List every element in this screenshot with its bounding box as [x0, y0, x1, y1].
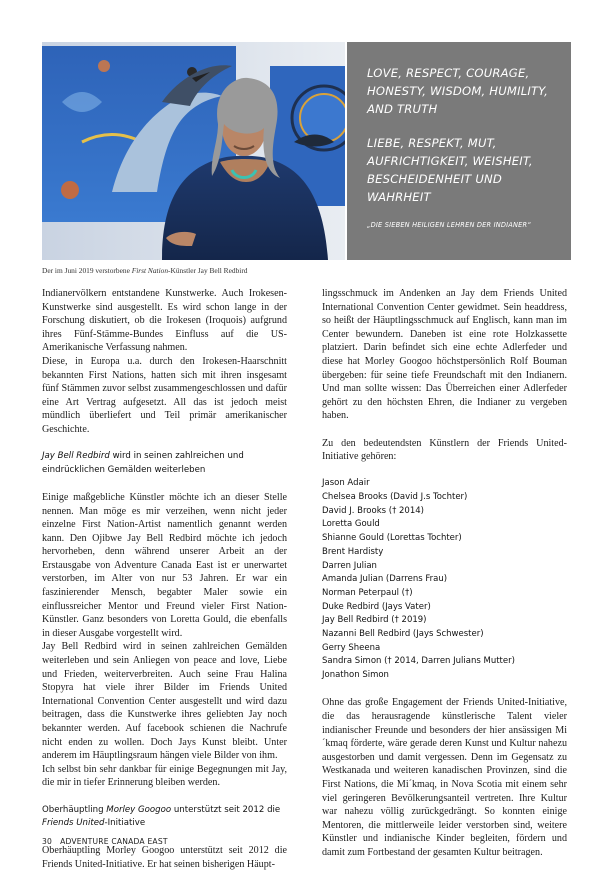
quote-panel [347, 42, 571, 260]
subheading-redbird [42, 450, 287, 477]
artist-list-item: Darren Julian [322, 560, 377, 571]
quote-line-en-3: AND TRUTH [367, 102, 438, 116]
artist-list-item: Sandra Simon († 2014, Darren Julians Mutter) [322, 656, 515, 667]
quote-line-en-1: LOVE, RESPECT, COURAGE, [367, 66, 530, 80]
artist-list [322, 477, 567, 683]
right-paragraph-3: Ohne das große Engagement der Friends United-Initiative, die das herausragende künstlerische Talent vieler indianischer Freunde und besonders der hier ansässigen Mi´kmaq förderte, wäre gerade deren Kunst und Kultur nahezu ausgestorben und damit vergessen. Denn im Gegensatz zu Westkanada und weiteren kanadischen Provinzen, sind die First Nations, die Mi´kmaq, in Nova Scotia mit einem sehr viel geringeren Bevölkerungsanteil vertreten. Ihre Kultur war nahezu völlig zurückgedrängt. So konnten einige Mentoren, die mittlerweile leider verstorben sind, weitere Künstler und indianische Kinder begleiten, fördern und damit zum Fortbestand der gesamten Kultur beitragen. [322, 697, 567, 858]
quote-line-de-2: AUFRICHTIGKEIT, WEISHEIT, [367, 154, 533, 168]
artist-list-item: David J. Brooks († 2014) [322, 505, 424, 516]
artist-list-item: Shianne Gould (Lorettas Tochter) [322, 533, 462, 544]
subheading-googoo-1: Oberhäuptling [42, 804, 107, 815]
right-paragraph-1: lingsschmuck im Andenken an Jay dem Friends United International Convention Center gewidmet. Sein headdress, so heißt der Häuptlingsschmuck auf Englisch, kann man im Center bewundern. Daneben ist eine rote Holzkassette platziert. Darin befindet sich eine echte Adlerfeder und diese hat Morley Googoo höchstpersönlich Rolf Bouman übergeben: für seine tiefe Freundschaft mit den Indianern. Und man sollte wissen: Das Überreichen einer Adlerfeder gehört zu den höchsten Ehren, die Indianer zu vergeben haben. [322, 288, 567, 422]
artist-list-item: Nazanni Bell Redbird (Jays Schwester) [322, 629, 484, 640]
left-paragraph-2: Diese, in Europa u.a. durch den Irokesen-Haarschnitt bekannten First Nations, hatten sich mit ihren insgesamt fünf Stämmen zuvor selbst zusammengeschlossen und dafür eine Art Vertrag aufgesetzt. All das ist jedoch meist mündlich überliefert und Teil primär amerikanischer Geschichte. [42, 355, 287, 435]
left-paragraph-4: Jay Bell Redbird wird in seinen zahlreichen Gemälden weiterleben und sein Anliegen von peace and love, Liebe und Frieden, weiterverbreiten. Auch seine Frau Halina Stopyra hat viele ihrer Bilder im Friends United International Convention Center ausgestellt und wird dazu beitragen, dass die Kunstwerke ihres geliebten Jay noch bekannter werden. Auf facebook schienen die Nachrufe nicht enden zu wollen. Doch Jays Kunst bleibt. Unter anderem im Häuptlingsraum hängen viele Bilder von ihm. [42, 641, 287, 762]
subheading-redbird-name: Jay Bell Redbird [42, 451, 110, 462]
artist-list-item: Jason Adair [322, 478, 370, 489]
caption-text-3: -Künstler Jay Bell Redbird [168, 266, 248, 275]
left-paragraph-3: Einige maßgebliche Künstler möchte ich an dieser Stelle nennen. Man möge es mir verzeihen, wenn nicht jeder einzelne First Nation-Artist namentlich genannt werden kann. Den Ojibwe Jay Bell Redbird möchte ich jedoch hervorheben, denn während unserer Arbeit an der Erstausgabe von Adventure Canada East ist er unerwartet verstorben, im Alter von nur 53 Jahren. Er war ein faszinierender Mensch, begabter Maler sowie ein einflussreicher Mentor und Freund vieler First Nation-Künstler. Ganz besonders von Loretta Gould, die ebenfalls in dieser Ausgabe vorgestellt wird. [42, 491, 287, 639]
magazine-title: ADVENTURE CANADA EAST [60, 837, 168, 846]
subheading-redbird-rest: wird in seinen zahlreichen und eindrücklichen Gemälden weiterleben [42, 451, 244, 475]
quote-line-de-3: BESCHEIDENHEIT UND [367, 172, 503, 186]
artist-list-item: Gerry Sheena [322, 642, 381, 653]
quote-german [367, 134, 557, 206]
quote-line-de-1: LIEBE, RESPEKT, MUT, [367, 136, 497, 150]
artist-list-item: Loretta Gould [322, 519, 380, 530]
page-footer [42, 837, 168, 846]
subheading-googoo-3: unterstützt seit 2012 die [171, 804, 281, 815]
quote-line-de-4: WAHRHEIT [367, 190, 431, 204]
artist-list-item: Chelsea Brooks (David J.s Tochter) [322, 492, 468, 503]
artist-photo [42, 42, 345, 260]
caption-text-1: Der im Juni 2019 verstorbene [42, 266, 132, 275]
right-column [322, 287, 567, 860]
left-column [42, 287, 287, 872]
artist-list-item: Jonathon Simon [322, 670, 389, 681]
artist-list-item: Amanda Julian (Darrens Frau) [322, 574, 448, 585]
artist-list-item: Duke Redbird (Jays Vater) [322, 601, 431, 612]
quote-line-en-2: HONESTY, WISDOM, HUMILITY, [367, 84, 548, 98]
left-paragraph-5: Ich selbst bin sehr dankbar für einige Begegnungen mit Jay, die mir in tiefer Erinnerung bleiben werden. [42, 763, 287, 789]
left-paragraph-1: Indianervölkern entstandene Kunstwerke. Auch Irokesen-Kunstwerke sind ausgestellt. Es wird schon lange in der Forschung diskutiert, ob die Irokesen (Iroquois) aufgrund ihres Fünf-Stämme-Bundes Einfluss auf die US-Amerikanische Verfassung nahmen. [42, 288, 287, 354]
left-paragraph-6: Oberhäuptling Morley Googoo unterstützt seit 2012 die Friends United-Initiative. Er hat seinen bisherigen Häupt- [42, 845, 287, 870]
subheading-googoo-5: -Initiative [104, 818, 146, 829]
subheading-googoo-4: Friends United [42, 818, 105, 829]
page-number: 30 [42, 837, 53, 846]
photo-illustration [42, 42, 345, 260]
artist-list-item: Jay Bell Redbird († 2019) [322, 615, 427, 626]
artist-list-item: Brent Hardisty [322, 546, 384, 557]
subheading-googoo [42, 804, 287, 831]
right-paragraph-2: Zu den bedeutendsten Künstlern der Friends United-Initiative gehören: [322, 437, 567, 463]
quote-source: „DIE SIEBEN HEILIGEN LEHREN DER INDIANER“ [367, 221, 531, 229]
subheading-googoo-2: Morley Googoo [106, 804, 172, 815]
caption-text-2: First Nation [131, 266, 169, 275]
artist-list-item: Norman Peterpaul (†) [322, 587, 413, 598]
photo-caption [42, 266, 442, 276]
